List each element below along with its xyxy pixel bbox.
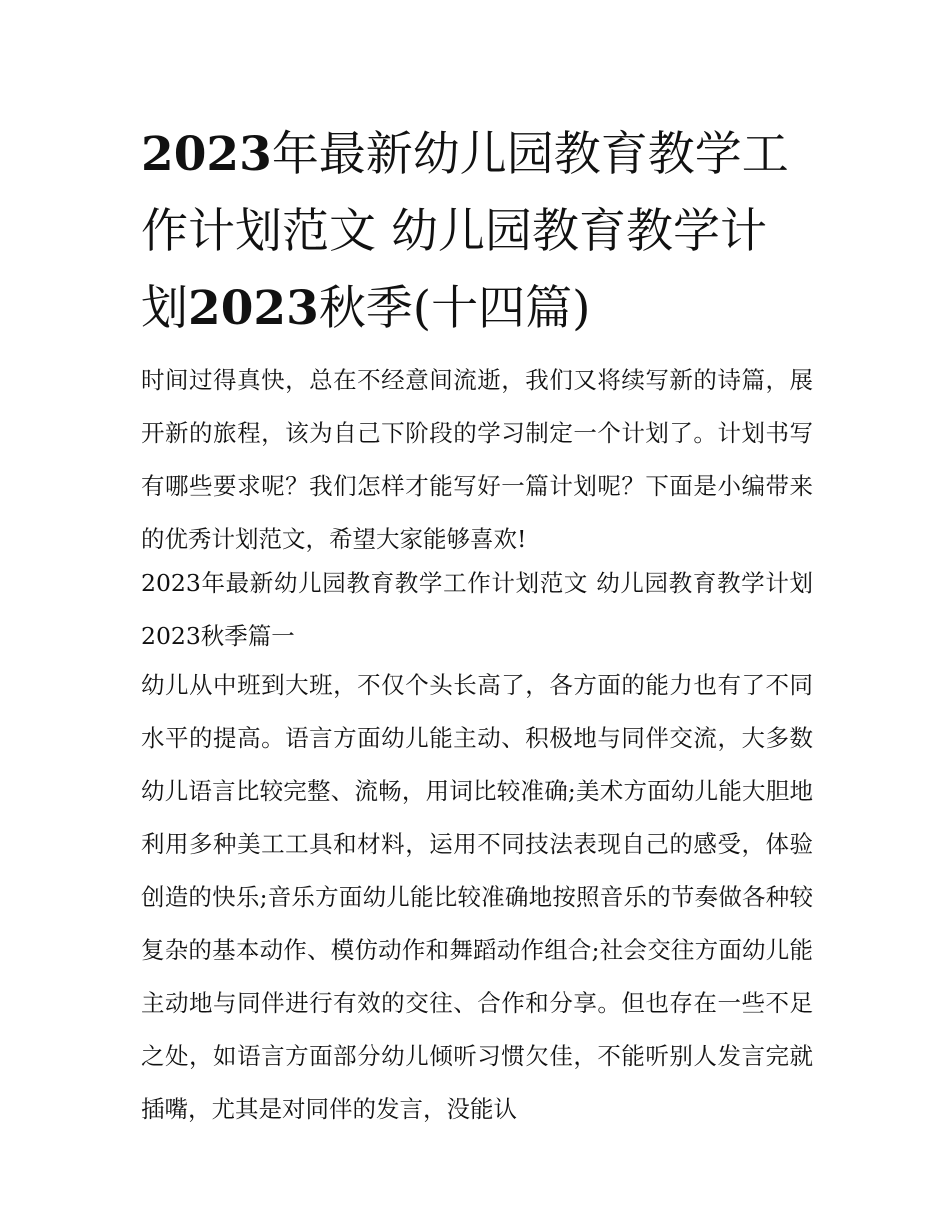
body-paragraph: 幼儿从中班到大班，不仅个头长高了，各方面的能力也有了不同水平的提高。语言方面幼儿能主动、积极地与同伴交流，大多数幼儿语言比较完整、流畅，用词比较准确;美术方面幼儿能大胆地利用多种美工工具和材料，运用不同技法表现自己的感受，体验创造的快乐;音乐方面幼儿能比较准确地按照音乐的节奏做各种较复杂的基本动作、模仿动作和舞蹈动作组合;社会交往方面幼儿能主动地与同伴进行有效的交往、合作和分享。但也存在一些不足之处，如语言方面部分幼儿倾听习惯欠佳，不能听别人发言完就插嘴，尤其是对同伴的发言，没能认	[141, 671, 813, 1123]
section-heading: 2023年最新幼儿园教育教学工作计划范文 幼儿园教育教学计划2023秋季篇一	[141, 569, 813, 650]
intro-paragraph: 时间过得真快，总在不经意间流逝，我们又将续写新的诗篇，展开新的旅程，该为自己下阶段的学习制定一个计划了。计划书写有哪些要求呢？我们怎样才能写好一篇计划呢？下面是小编带来的优秀计划范文，希望大家能够喜欢!	[141, 366, 813, 553]
document-title: 2023年最新幼儿园教育教学工作计划范文 幼儿园教育教学计划2023秋季(十四篇)	[141, 127, 789, 336]
